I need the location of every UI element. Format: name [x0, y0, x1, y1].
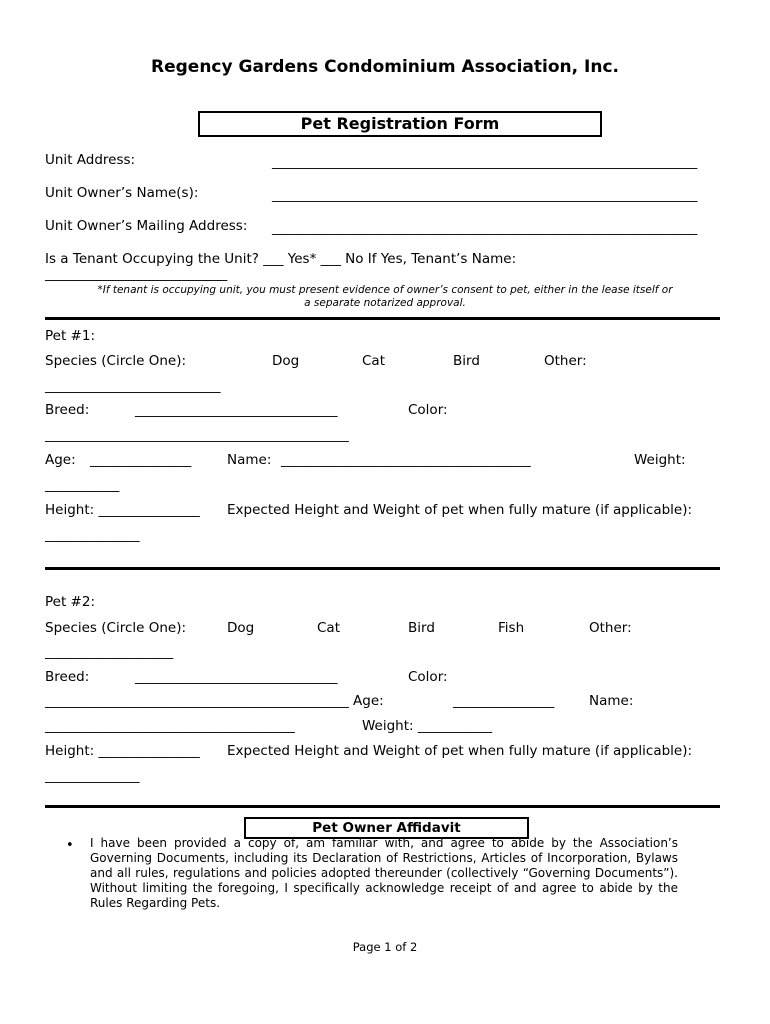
pet1-name-label: Name:	[227, 452, 272, 468]
pet1-weight-field[interactable]: ___________	[45, 477, 120, 493]
pet1-species-cat[interactable]: Cat	[362, 353, 385, 369]
pet2-species-label: Species (Circle One):	[45, 620, 187, 636]
pet1-species-dog[interactable]: Dog	[272, 353, 300, 369]
section-divider	[45, 567, 720, 570]
pet1-species-label: Species (Circle One):	[45, 353, 187, 369]
pet1-color-field[interactable]: _____________________________________________	[45, 427, 349, 443]
pet2-heading: Pet #2:	[45, 594, 95, 610]
pet2-mature-label: Expected Height and Weight of pet when fully mature (if applicable):	[227, 743, 693, 759]
pet1-species-bird[interactable]: Bird	[453, 353, 480, 369]
pet2-name-field[interactable]: _____________________________________	[45, 718, 295, 734]
pet1-weight-label: Weight:	[634, 452, 686, 468]
pet1-heading: Pet #1:	[45, 328, 95, 344]
affidavit-text: I have been provided a copy of, am familiar with, and agree to abide by the Association’s Governing Documents, including its Declaration of Restrictions, Articles of Incorporation, Bylaws and all rules, regulations and policies adopted thereunder (collectively “Governing Documents”). Without limiting the foregoing, I specifically acknowledge receipt of and agree to abide by the Rules Regarding Pets.	[90, 836, 678, 910]
pet2-other-field[interactable]: ___________________	[45, 644, 174, 660]
pet2-species-bird[interactable]: Bird	[408, 620, 435, 636]
pet1-species-other[interactable]: Other:	[544, 353, 587, 369]
pet2-breed-field[interactable]: ______________________________	[135, 669, 338, 685]
pet1-mature-label: Expected Height and Weight of pet when fully mature (if applicable):	[227, 502, 693, 518]
pet2-age-field[interactable]: _______________	[453, 693, 555, 709]
tenant-note: *If tenant is occupying unit, you must present evidence of owner’s consent to pet, either in the lease itself or a separate notarized approval.	[97, 284, 673, 309]
organization-title: Regency Gardens Condominium Association, Inc.	[151, 57, 619, 77]
owner-names-field[interactable]: _______________________________________________________________	[272, 187, 698, 203]
pet1-breed-label: Breed:	[45, 402, 90, 418]
unit-address-label: Unit Address:	[45, 152, 136, 168]
pet2-species-fish[interactable]: Fish	[498, 620, 525, 636]
pet2-species-other[interactable]: Other:	[589, 620, 632, 636]
pet2-name-label: Name:	[589, 693, 634, 709]
mailing-address-field[interactable]: _______________________________________________________________	[272, 220, 698, 236]
pet1-other-field[interactable]: __________________________	[45, 378, 221, 394]
pet1-breed-field[interactable]: ______________________________	[135, 402, 338, 418]
owner-names-label: Unit Owner’s Name(s):	[45, 185, 199, 201]
pet2-weight-field[interactable]: Weight: ___________	[362, 718, 493, 734]
form-title: Pet Registration Form	[198, 111, 602, 137]
tenant-question[interactable]: Is a Tenant Occupying the Unit? ___ Yes* ___ No If Yes, Tenant’s Name:	[45, 251, 517, 267]
pet1-age-label: Age:	[45, 452, 76, 468]
section-divider	[45, 805, 720, 808]
pet1-mature-field[interactable]: ______________	[45, 527, 140, 543]
pet2-breed-label: Breed:	[45, 669, 90, 685]
pet2-height-field[interactable]: Height: _______________	[45, 743, 200, 759]
tenant-name-field[interactable]: ___________________________	[45, 266, 228, 282]
pet1-name-field[interactable]: _____________________________________	[281, 452, 531, 468]
pet2-mature-field[interactable]: ______________	[45, 768, 140, 784]
unit-address-field[interactable]: _______________________________________________________________	[272, 154, 698, 170]
pet2-color-field[interactable]: _____________________________________________ Age:	[45, 693, 384, 709]
page-number: Page 1 of 2	[352, 940, 418, 954]
pet2-color-label: Color:	[408, 669, 448, 685]
pet1-age-field[interactable]: _______________	[90, 452, 192, 468]
affidavit-title: Pet Owner Affidavit	[244, 817, 529, 839]
pet1-height-field[interactable]: Height: _______________	[45, 502, 200, 518]
section-divider	[45, 317, 720, 320]
bullet-icon: •	[66, 838, 74, 853]
pet2-species-cat[interactable]: Cat	[317, 620, 340, 636]
pet1-color-label: Color:	[408, 402, 448, 418]
pet2-species-dog[interactable]: Dog	[227, 620, 255, 636]
mailing-address-label: Unit Owner’s Mailing Address:	[45, 218, 248, 234]
